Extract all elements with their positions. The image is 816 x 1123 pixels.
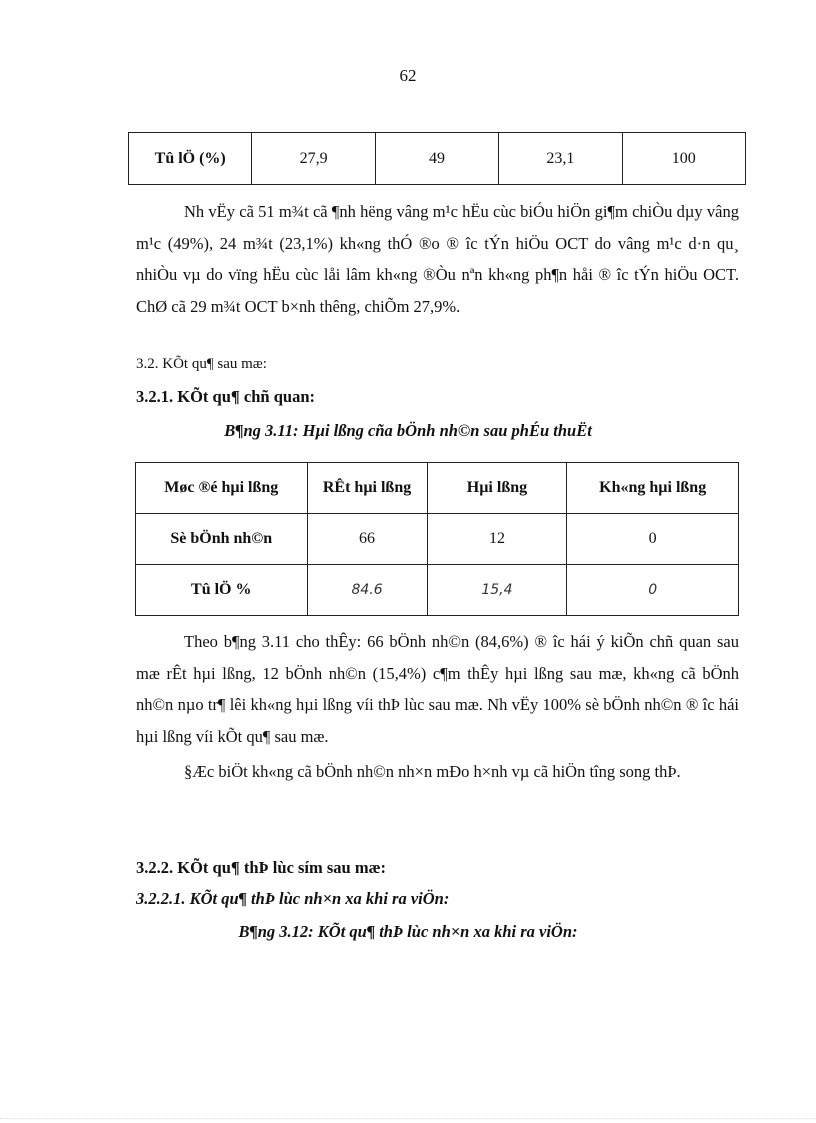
table-cell: 100 — [622, 133, 745, 185]
section-heading-3-2-1: 3.2.1. KÕt qu¶ chñ quan: — [136, 387, 316, 406]
page-number: 62 — [399, 66, 417, 85]
paragraph-oct-results: Nh vËy cã 51 m¾t cã ¶nh hëng vâng m¹c hËu cùc biÓu hiÖn gi¶m chiÒu dµy vâng m¹c (49%), 24 m¾t (23,1%) kh«ng thÓ ®o ® îc tÝn hiÖu OCT do vâng m¹c d·n qu¸ nhiÒu vµ do vïng hËu cùc låi lâm kh«ng ®Òu nªn kh«ng ph¶n håi ® îc tÝn hiÖu OCT. ChØ cã 29 m¾t OCT b×nh thêng, chiÕm 27,9%. — [136, 202, 739, 316]
page-bottom-divider — [0, 1118, 816, 1119]
table-header: Møc ®é hµi lßng — [136, 463, 308, 514]
table-cell: 12 — [427, 514, 567, 565]
table-cell: 15,4 — [427, 565, 567, 616]
table-cell: Tû lÖ % — [136, 565, 308, 616]
table-row — [136, 514, 739, 565]
satisfaction-table — [135, 462, 739, 616]
section-heading-3-2-2: 3.2.2. KÕt qu¶ thÞ lùc sím sau mæ: — [136, 858, 387, 877]
table-header: RÊt hµi lßng — [307, 463, 427, 514]
table-cell: 84.6 — [307, 565, 427, 616]
table-caption-3-11: B¶ng 3.11: Hµi lßng cña bÖnh nh©n sau phÉu thuËt — [224, 421, 592, 440]
table-row — [136, 463, 739, 514]
table-row — [129, 133, 746, 185]
table-header: Kh«ng hµi lßng — [567, 463, 739, 514]
paragraph-satisfaction: Theo b¶ng 3.11 cho thÊy: 66 bÖnh nh©n (84,6%) ® îc hái ý kiÕn chñ quan sau mæ rÊt hµi lßng, 12 bÖnh nh©n (15,4%) c¶m thÊy hµi lßng sau mæ, kh«ng cã bÖnh nh©n nµo tr¶ lêi kh«ng hµi lßng víi thÞ lùc sau mæ. Nh vËy 100% sè bÖnh nh©n ® îc hái hµi lßng víi kÕt qu¶ sau mæ. — [136, 632, 739, 746]
paragraph-text: §Æc biÖt kh«ng cã bÖnh nh©n nh×n mÐo h×nh vµ cã hiÖn tîng song thÞ. — [184, 762, 681, 781]
table-cell: 27,9 — [252, 133, 375, 185]
table-cell: 0 — [567, 565, 739, 616]
table-cell: 0 — [567, 514, 739, 565]
table-cell: 66 — [307, 514, 427, 565]
section-heading-3-2-2-1: 3.2.2.1. KÕt qu¶ thÞ lùc nh×n xa khi ra viÖn: — [136, 889, 450, 908]
table-cell: 23,1 — [499, 133, 622, 185]
paragraph-no-distortion — [136, 756, 739, 788]
table-cell: Tû lÖ (%) — [129, 133, 252, 185]
table-cell: 49 — [375, 133, 498, 185]
table-caption-3-12: B¶ng 3.12: KÕt qu¶ thÞ lùc nh×n xa khi ra viÖn: — [238, 922, 578, 941]
table-cell: Sè bÖnh nh©n — [136, 514, 308, 565]
table-header: Hµi lßng — [427, 463, 567, 514]
section-heading-3-2: 3.2. KÕt qu¶ sau mæ: — [136, 356, 267, 372]
summary-table — [128, 132, 746, 185]
table-row — [136, 565, 739, 616]
